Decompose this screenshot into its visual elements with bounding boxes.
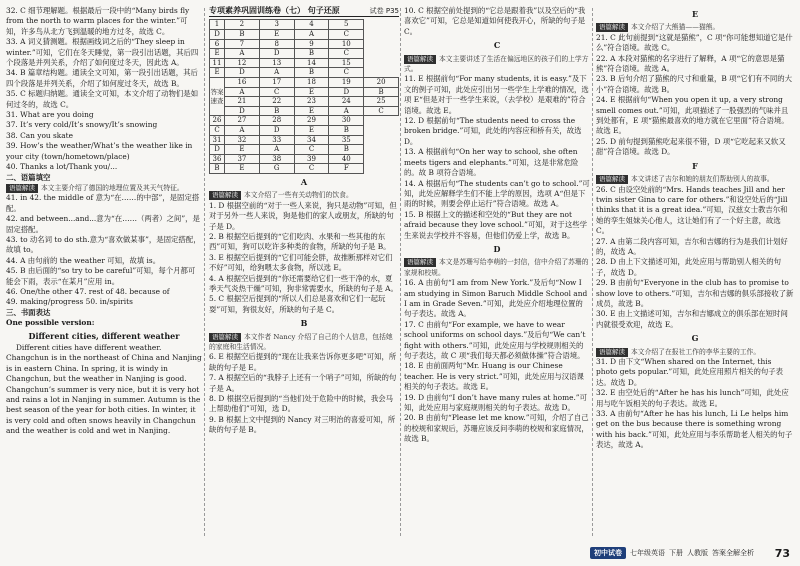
- solve-tag: 语篇解读: [596, 23, 628, 32]
- answer-line: 27. A 由第二段内容可知，吉尔和吉娜的行为是我们计划好的，故选 A。: [596, 236, 788, 256]
- column-3: [404, 6, 590, 538]
- answer-line: 46. One/the other 47. rest of 48. because of: [6, 286, 170, 296]
- answer-table-row: [210, 106, 399, 116]
- answer-line: 29. B 由前句“Everyone in the club has to promise to show love to others.”可知，吉尔和吉娜的俱乐部接收了新成员，故选 B。: [596, 278, 794, 308]
- answer-line: 31. What are you doing: [6, 110, 94, 120]
- note-text: 本文介绍了在报社工作的李华主要的工作。: [631, 347, 761, 356]
- answer-table-cell: D: [259, 49, 294, 59]
- answer-line: 38. Can you skate: [6, 130, 74, 140]
- column-1: [6, 6, 202, 538]
- answer-table-cell: 3: [259, 20, 294, 30]
- note-text: 本文作者 Nancy 介绍了自己的个人信息，包括她的家庭和生活情况。: [209, 332, 393, 351]
- answer-table-cell: E: [259, 30, 294, 40]
- answer-line: 1. D 根据空前的“对于一些人来说，狗只是动物”可知，但对于另外一些人来说，狗是他们的家人或朋友，所缺的句子是 D。: [209, 200, 397, 231]
- answer-line: 2. B 根据空后提到的“它们吃肉、水果和一些其他的东西”可知，狗可以吃许多种类的食物，所缺的句子是 B。: [209, 231, 391, 252]
- answer-line: 21. C 此句前提到“这就是猫熊”，C 项“你可能想知道它是什么”符合语境。故选 C。: [596, 32, 793, 53]
- answer-line: 9. B 根据上文中提到的 Nancy 对三明治的喜爱可知，所缺的句子是 B。: [209, 414, 396, 435]
- section-letter: D: [493, 243, 501, 254]
- answer-table-cell: E: [294, 87, 329, 97]
- passage-note: [404, 54, 590, 75]
- answer-table-cell: 1: [210, 20, 225, 30]
- answer-line: 24. E 根据前句“When you open it up, a very strong smell comes out.”可知，此项描述了一股强烈的气味并且到处都有，E 项“猫熊最喜欢的地方就在它里面”符合语境。故选 E。: [596, 95, 789, 136]
- page-number: 73: [774, 546, 790, 560]
- solve-tag: 语篇解读: [404, 258, 436, 267]
- answer-line: 25. D 前句提到猫熊吃起来很不错，D 项“它吃起来又软又甜”符合语境。故选 D。: [596, 136, 786, 157]
- column-2: [209, 6, 399, 538]
- answer-table-cell: 21: [225, 97, 260, 107]
- answer-table-cell: A: [225, 125, 260, 135]
- answer-line: 30. E 由上文描述可知，吉尔和吉娜成立的俱乐部在短时间内就很受欢迎，故选 E。: [596, 309, 788, 329]
- answer-table-cell: E: [294, 106, 329, 116]
- answer-table-cell: B: [329, 145, 364, 155]
- answer-table-cell: E: [225, 164, 260, 174]
- answer-line: 3. E 根据空后提到的“它们可能会胖，故推断那样对它们不好”可知，给狗喂太多食物，所以选 E。: [209, 252, 393, 273]
- answer-table-cell: 35: [329, 135, 364, 145]
- answer-table-row: [210, 116, 399, 126]
- answer-table-cell: A: [294, 30, 329, 40]
- answer-line: 7. A 根据空后的“我脖子上还有一个哨子”可知，所缺的句子是 A。: [209, 373, 397, 393]
- answer-table-cell: 19: [329, 77, 364, 87]
- answer-line: 14. A 根据后句“The students can’t go to school.”可知，此处应解释学生们不能上学的原因，选项 A“但是下雨的时候，则要会停止运行”符合语境。故选 A。: [404, 178, 590, 209]
- solve-tag: 语篇解读: [596, 348, 628, 357]
- answer-table-cell: C: [294, 164, 329, 174]
- answer-table-cell: 29: [294, 116, 329, 126]
- answer-table-cell: 18: [294, 77, 329, 87]
- answer-table-cell: 5: [329, 20, 364, 30]
- answer-table-cell: 20: [364, 77, 399, 87]
- answer-line: 15. B 根据上文的描述和空处的“But they are not afraid because they love school.”可知，对于这些学生来说去学校并不容易，但他们仍爱上学，故选 B。: [404, 209, 587, 240]
- answer-line: 8. D 根据空后提到的“当他们处于危险中的时候，我会马上帮助他们”可知，选 D。: [209, 394, 394, 414]
- answer-table-cell: D: [225, 68, 260, 78]
- answer-table-cell: B: [210, 164, 225, 174]
- answer-table-cell: B: [294, 49, 329, 59]
- passage-note: [209, 190, 399, 200]
- answer-table-cell: E: [210, 49, 225, 59]
- answer-table-cell: 16: [225, 77, 260, 87]
- answer-line: 26. C 由设空处前的“Mrs. Hands teaches Jill and her twin sister Gina to care for others.”和设空处后的“Jill thinks that it is a great idea.”可知，汉兹女士教吉尔和她的孪生姐妹关心他人，这让她们有了一个好主意，故选 C。: [596, 184, 788, 236]
- answer-line: 12. D 根据前句“The students need to cross the broken bridge.”可知，此处的内容应和桥有关，故选 D。: [404, 116, 582, 146]
- answer-table-cell: C: [329, 68, 364, 78]
- answer-table-row: [210, 145, 399, 155]
- answer-line: 6. E 根据空后提到的“现在让我来告诉你更多吧”可知，所缺的句子是 E。: [209, 352, 397, 372]
- answer-table-row: [210, 77, 399, 87]
- answer-table-cell: 27: [225, 116, 260, 126]
- answer-table-cell: E: [294, 125, 329, 135]
- answer-line: 5. C 根据空后提到的“所以人们总是喜欢和它们一起玩耍”可知，狗很友好，所缺的句子是 C。: [209, 294, 386, 314]
- column-4: [596, 6, 794, 538]
- section-letter: A: [300, 176, 308, 187]
- answer-line: 41. in 42. the middle of 意为“在……的中部”，是固定搭配。: [6, 193, 200, 213]
- section-letter: G: [691, 333, 699, 344]
- answer-table-cell: D: [210, 30, 225, 40]
- answer-table-cell: 22: [259, 97, 294, 107]
- answer-line: 18. E 由前面两句“Mr. Huang is our Chinese teacher. He is very strict.”可知，此处应用与汉语课相关的句子表达。故选 E。: [404, 361, 584, 392]
- answer-table-cell: 38: [259, 154, 294, 164]
- section-heading: 二、语篇填空: [6, 172, 51, 182]
- footer-brand: 答案全解全析: [712, 549, 754, 557]
- answer-table-cell: 9: [294, 39, 329, 49]
- answer-table-cell: E: [225, 145, 260, 155]
- note-text: 本文介绍了大熊猫——猫熊。: [631, 23, 720, 32]
- column-divider: [204, 8, 205, 536]
- answer-table-cell: 34: [294, 135, 329, 145]
- section-heading: 三、书面表达: [6, 307, 51, 317]
- answer-table-cell: C: [364, 106, 399, 116]
- answer-line: 16. A 由前句“I am from New York.”及后句“Now I am studying in Simon Baruch Middle School and I am in Grade Seven.”可知，此处应介绍地理位置的句子表达。故选 A。: [404, 278, 588, 319]
- answer-line: 35. C 标题归纳题。通读全文可知，本文介绍了动物们是如何过冬的，故选 C。: [6, 89, 199, 109]
- answer-table-cell: 36: [210, 154, 225, 164]
- answer-table-row: [210, 135, 399, 145]
- answer-line: 13. A 根据前句“On her way to school, she often meets tigers and elephants.”可知，这是非常危险的。故 B 项符合语境。: [404, 147, 579, 178]
- note-text: 本文介绍了一些有关动物们的饮食。: [244, 191, 353, 200]
- answer-table-cell: B: [294, 68, 329, 78]
- solve-tag: 语篇解读: [209, 191, 241, 200]
- answer-line: 4. A 根据空后提到的“你还需要给它们一些干净的水，夏季天气炎热干燥”可知，狗非常需要水，所缺的句子是 A。: [209, 273, 398, 293]
- answer-table-cell: C: [259, 87, 294, 97]
- solve-tag: 语篇解读: [6, 184, 38, 193]
- answer-table-cell: C: [210, 125, 225, 135]
- section-letter: E: [691, 9, 699, 19]
- answer-table-cell: A: [259, 68, 294, 78]
- passage-note: [6, 183, 202, 193]
- answer-table-cell: 26: [210, 116, 225, 126]
- answer-table-cell: 10: [329, 39, 364, 49]
- answer-line: 23. B 后句介绍了猫熊的尺寸和重量，B 项“它们有不同的大小”符合语境。故选 B。: [596, 74, 793, 94]
- answer-table-cell: F: [329, 164, 364, 174]
- answer-table-cell: 11: [210, 58, 225, 68]
- answer-line: 28. D 由上下文描述可知，此处应用与帮助别人相关的句子，故选 D。: [596, 257, 781, 277]
- passage-note: [209, 332, 399, 353]
- answer-line: 49. making/progress 50. in/spirits: [6, 297, 133, 307]
- solve-tag: 语篇解读: [596, 175, 628, 184]
- footer-term: 下册: [669, 549, 683, 557]
- answer-line: 45. B 由后面的“so try to be careful”可知，每个月都可能会下雨，表示“在某月”应用 in。: [6, 266, 196, 286]
- note-text: 本文是苏珊写给李萌的一封信，信中介绍了苏珊的家规和校规。: [404, 258, 589, 277]
- answer-table-row: [210, 39, 399, 49]
- passage-note: [404, 257, 590, 278]
- footer-grade: 七年级英语: [630, 549, 665, 557]
- version-label: One possible version:: [6, 318, 95, 328]
- page-footer: [590, 546, 790, 560]
- answer-table-cell: D: [210, 145, 225, 155]
- answer-line: 32. E 由空处后的“After he has his lunch”可知，此处应用与吃午饭相关的句子表达。故选 E。: [596, 388, 789, 408]
- answer-table-row: [210, 125, 399, 135]
- answer-table-cell: 24: [329, 97, 364, 107]
- answer-table-cell: 40: [329, 154, 364, 164]
- answer-line: 44. A 由句前的 the weather 可知，故填 is。: [6, 255, 161, 265]
- column-divider: [592, 8, 593, 536]
- answer-table-row: [210, 97, 399, 107]
- answer-line: 11. E 根据前句“For many students, it is easy.”及下文的例子可知，此处应引出另一些学生上学难的情况，选项 E“但是对于一些学生来说，（去学校）是艰难的”符合语境。故选 E。: [404, 74, 589, 115]
- section-title: 专项素养巩固训练卷（七） 句子还原: [209, 6, 340, 15]
- answer-line: 34. B 篇章结构题。通读全文可知，第一段引出话题，其后四个段落是并列关系，介绍了如何度过冬天，故选 B。: [6, 68, 198, 88]
- answer-table-cell: 23: [294, 97, 329, 107]
- answer-table-cell: 28: [259, 116, 294, 126]
- answer-table-cell: 33: [259, 135, 294, 145]
- passage-note: [596, 174, 794, 184]
- answer-line: 33. A 词义猜测题。根据画线词之后的“They sleep in winter.”可知，它们在冬天睡觉，第一段引出话题，其后四个段落是并列关系，介绍了如何度过冬天，因此选 A。: [6, 37, 199, 68]
- answer-table-cell: 7: [225, 39, 260, 49]
- answer-table-cell: 15: [329, 58, 364, 68]
- answer-table-row: [210, 164, 399, 174]
- answer-line: 39. How’s the weather/What’s the weather like in your city (town/hometown/place): [6, 141, 193, 161]
- answer-table-cell: A: [259, 145, 294, 155]
- answer-line: 33. A 由前句“After he has his lunch, Li Le helps him get on the bus because there is something wrong with his back.”可知，此处应用与李乐帮助老人相关的句子表达，故选 A。: [596, 409, 793, 450]
- note-text: 本文主要介绍了德国的地理位置及其天气特征。: [41, 183, 184, 192]
- footer-edition: 人教版: [687, 549, 708, 557]
- answer-line: 37. It’s very cold/It’s snowy/It’s snowing: [6, 120, 158, 130]
- answer-table-row: [210, 154, 399, 164]
- section-letter: F: [692, 160, 698, 171]
- answer-table-cell: B: [364, 87, 399, 97]
- answer-table-cell: 4: [294, 20, 329, 30]
- answer-table-row: [210, 58, 399, 68]
- answer-table-cell: C: [329, 30, 364, 40]
- answer-table-cell: 6: [210, 39, 225, 49]
- answer-table-cell: D: [259, 125, 294, 135]
- column-divider: [400, 8, 401, 536]
- page-reference: 试卷 P35: [369, 7, 399, 15]
- answer-line: 31. D 由下文“When shared on the Internet, this photo gets popular.”可知，此处应用照片相关的句子表达。故选 D。: [596, 357, 784, 387]
- answer-table-cell: 39: [294, 154, 329, 164]
- answer-table-cell: 32: [225, 135, 260, 145]
- section-letter: B: [300, 318, 308, 329]
- answer-table-side-label: 答案速查: [210, 77, 225, 115]
- answer-table-row: [210, 68, 399, 78]
- answer-table-cell: 17: [259, 77, 294, 87]
- note-text: 本文主要讲述了生活在偏远地区的孩子们的上学方式。: [404, 54, 589, 74]
- answer-table-row: [210, 49, 399, 59]
- answer-table-cell: B: [259, 106, 294, 116]
- answer-line: 32. C 细节理解题。根据最后一段中的“Many birds fly from the north to warm places for the winter.”可知，许多鸟从北方飞到温暖的地方过冬，故选 C。: [6, 6, 190, 36]
- section-header: [209, 6, 399, 17]
- answer-table-row: [210, 20, 399, 30]
- answer-line: 20. B 由前句“Please let me know.”可知，介绍了自己的校规和家规后，苏珊应该反问李萌的校规和家庭情况，故选 B。: [404, 413, 589, 444]
- answer-line: 43. to 动名词 to do sth.意为“喜欢做某事”，是固定搭配，故填 to。: [6, 234, 201, 255]
- answer-line: 40. Thanks a lot/Thank you/...: [6, 162, 118, 172]
- answer-table-cell: 30: [329, 116, 364, 126]
- answer-line: 19. D 由前句“I don’t have many rules at home.”可知，此处应用与家庭规则相关的句子表达。故选 D。: [404, 392, 587, 413]
- answer-table-cell: 14: [294, 58, 329, 68]
- answer-table-cell: C: [294, 145, 329, 155]
- passage-note: [596, 22, 794, 32]
- answer-table-cell: 12: [225, 58, 260, 68]
- answer-table-cell: A: [329, 106, 364, 116]
- footer-label: 初中试卷: [590, 547, 626, 559]
- solve-tag: 语篇解读: [209, 333, 241, 342]
- answer-table-cell: 31: [210, 135, 225, 145]
- answer-table-cell: A: [225, 87, 260, 97]
- answer-table-cell: 25: [364, 97, 399, 107]
- answer-table-cell: C: [329, 49, 364, 59]
- answer-table-row: [210, 87, 399, 97]
- answer-table-cell: G: [259, 164, 294, 174]
- answer-table-cell: D: [225, 106, 260, 116]
- answer-table-cell: 37: [225, 154, 260, 164]
- note-text: 本文讲述了吉尔和她的朋友们帮助别人的故事。: [631, 175, 774, 184]
- essay-title: Different cities, different weather: [28, 330, 180, 341]
- answer-table-cell: D: [329, 87, 364, 97]
- answer-table-cell: 8: [259, 39, 294, 49]
- answer-line: 22. A 本段对猫熊的名字进行了解释，A 项“它的意思是猫熊”符合语境。故选 A。: [596, 53, 785, 74]
- answer-table-row: [210, 30, 399, 40]
- essay-text: Different cities have different weather. Changchun is in the northeast of China and Nanjing is in eastern China. In spring, it is windy in Changchun, but the weather in Nanjing is good. Changchun’s summer is very nice, but it is very hot and rains a lot in Nanjing in summer. Autumn is the best season of the year for both cities. In winter, it is very cold and often snows heavily in Changchun and the weather is cold and wet in Nanjing.: [6, 343, 202, 436]
- answer-line: 17. C 由前句“For example, we have to wear school uniforms on school days.”及后句“We can’t fight with others.”可知，此处应用与学校规则相关的句子表达，故 C 项“我们每天都必须做体操”符合语境。: [404, 319, 586, 360]
- answer-table-cell: A: [225, 49, 260, 59]
- section-letter: C: [493, 40, 501, 51]
- answer-table-cell: 13: [259, 58, 294, 68]
- answer-table-cell: 2: [225, 20, 260, 30]
- answer-line: 42. and between...and...意为“在……（两者）之间”，是固定搭配。: [6, 214, 200, 234]
- answer-table: [209, 19, 399, 174]
- answer-table-cell: E: [210, 68, 225, 78]
- solve-tag: 语篇解读: [404, 55, 436, 64]
- passage-note: [596, 347, 794, 357]
- answer-table-cell: B: [329, 125, 364, 135]
- answer-line: 10. C 根据空前处提到的“它总是跟着我”以及空后的“我喜欢它”可知，它总是知道如何使我开心，所缺的句子是 C。: [404, 6, 586, 36]
- answer-table-cell: B: [225, 30, 260, 40]
